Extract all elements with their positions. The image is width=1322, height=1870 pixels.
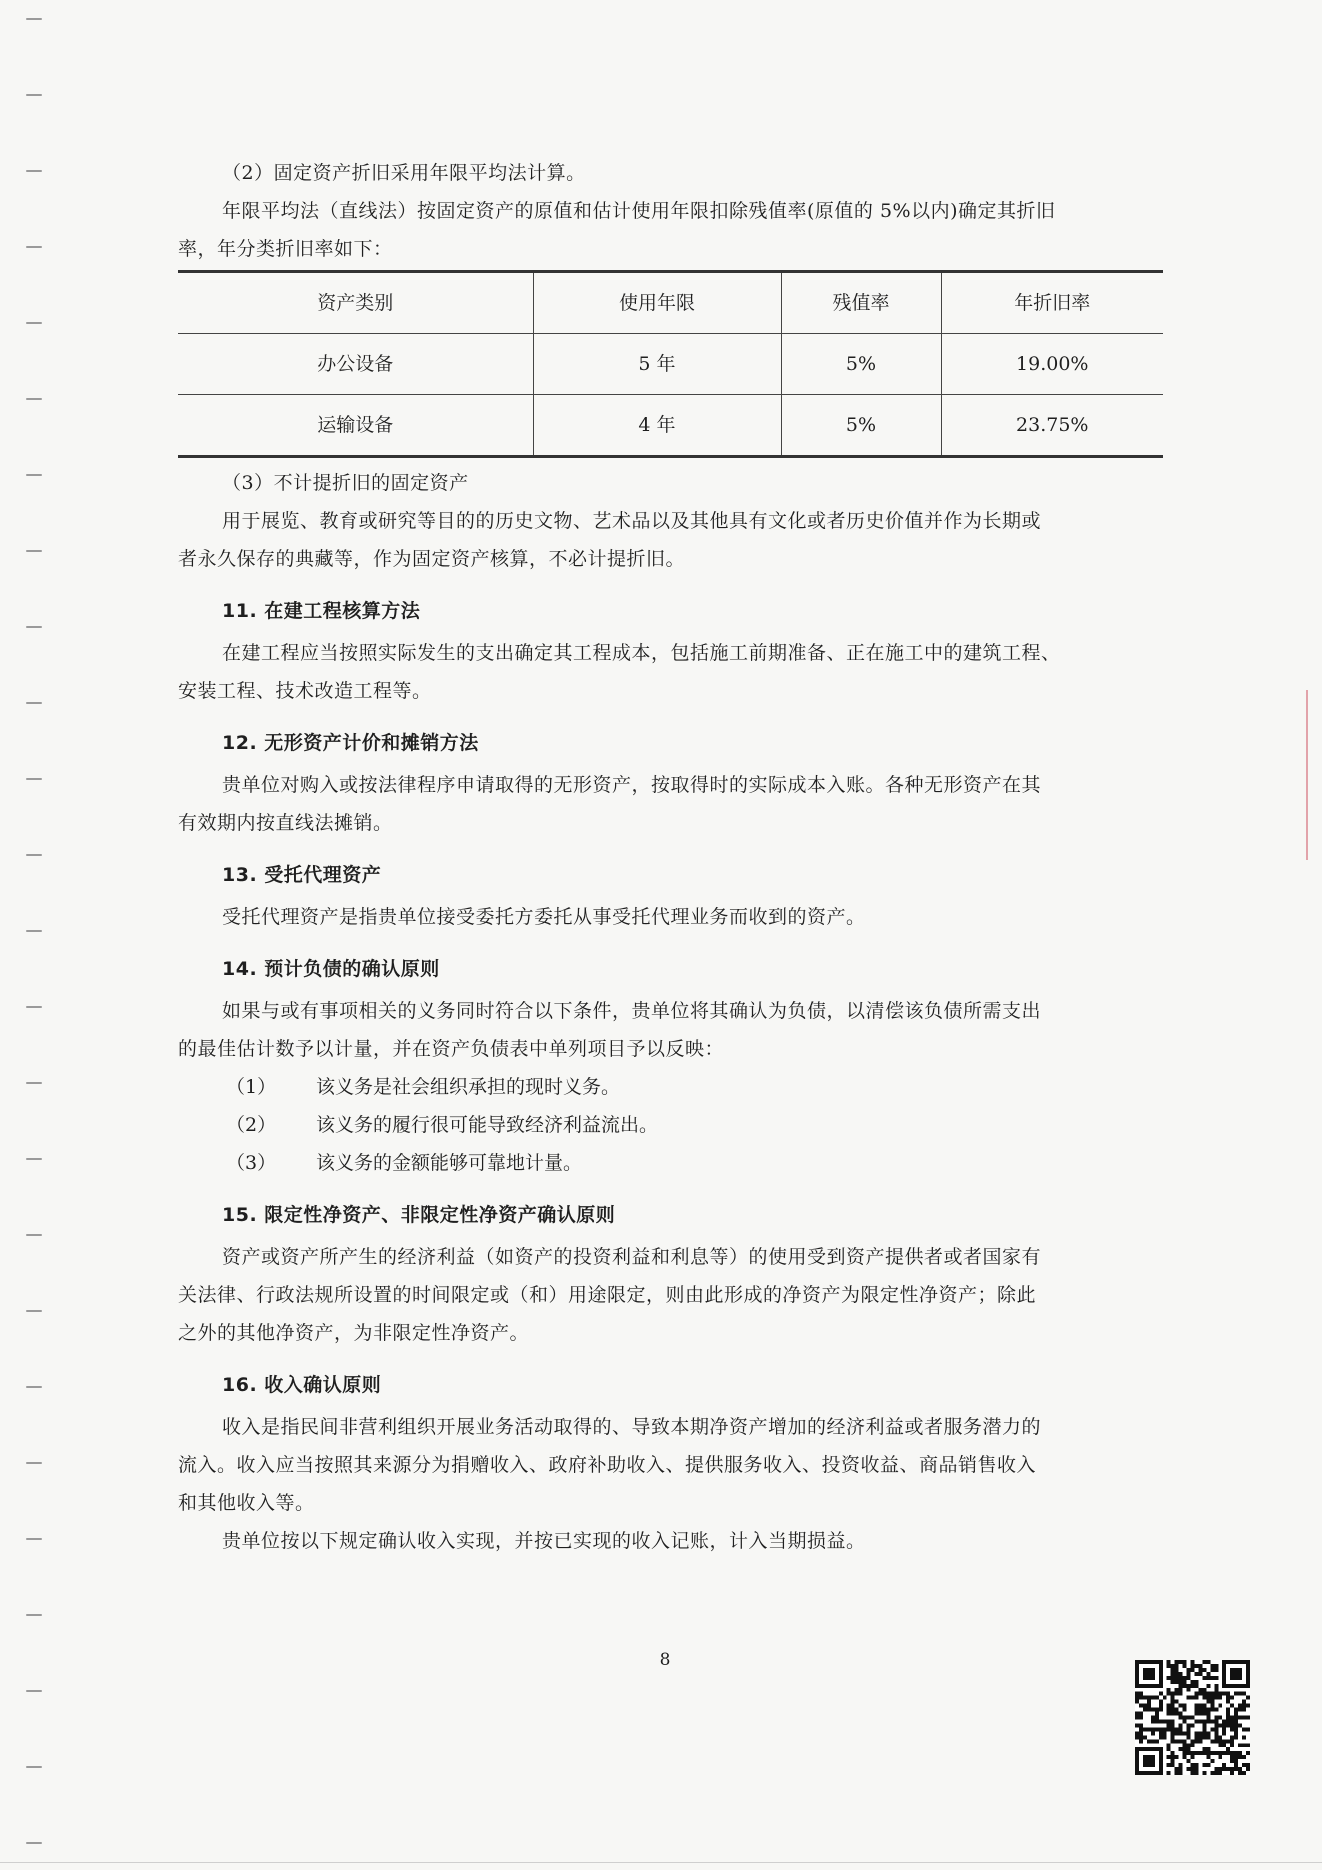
list-item-text: 该义务是社会组织承担的现时义务。 xyxy=(316,1076,621,1098)
section-heading: 12. 无形资产计价和摊销方法 xyxy=(222,732,479,754)
binding-mark xyxy=(26,94,42,96)
paragraph-line: 率，年分类折旧率如下： xyxy=(178,238,393,260)
paragraph-line: 如果与或有事项相关的义务同时符合以下条件，贵单位将其确认为负债，以清偿该负债所需支出 xyxy=(222,1000,1042,1022)
seal-edge-mark xyxy=(1306,690,1322,860)
paragraph-line: 贵单位对购入或按法律程序申请取得的无形资产，按取得时的实际成本入账。各种无形资产在其 xyxy=(222,774,1042,796)
binding-mark xyxy=(26,550,42,552)
page-number: 8 xyxy=(659,1650,671,1670)
paragraph-line: 用于展览、教育或研究等目的的历史文物、艺术品以及其他具有文化或者历史价值并作为长期或 xyxy=(222,510,1042,532)
binding-mark xyxy=(26,1234,42,1236)
paragraph-line: 在建工程应当按照实际发生的支出确定其工程成本，包括施工前期准备、正在施工中的建筑工程、 xyxy=(222,642,1061,664)
list-item-text: 该义务的金额能够可靠地计量。 xyxy=(316,1152,583,1174)
table-header-cell: 使用年限 xyxy=(533,272,781,334)
binding-mark xyxy=(26,1462,42,1464)
paragraph-line: 受托代理资产是指贵单位接受委托方委托从事受托代理业务而收到的资产。 xyxy=(222,906,866,928)
qr-code-icon xyxy=(1135,1660,1250,1775)
binding-mark xyxy=(26,1310,42,1312)
binding-mark xyxy=(26,474,42,476)
paragraph-line: 和其他收入等。 xyxy=(178,1492,315,1514)
table-cell: 5% xyxy=(781,395,941,457)
paragraph-line: 的最佳估计数予以计量，并在资产负债表中单列项目予以反映： xyxy=(178,1038,725,1060)
binding-mark xyxy=(26,626,42,628)
table-header-row xyxy=(178,272,1163,334)
binding-mark xyxy=(26,1006,42,1008)
binding-mark xyxy=(26,1082,42,1084)
paragraph-line: 关法律、行政法规所设置的时间限定或（和）用途限定，则由此形成的净资产为限定性净资产；除此 xyxy=(178,1284,1037,1306)
paragraph-line: 安装工程、技术改造工程等。 xyxy=(178,680,432,702)
paragraph-line: 有效期内按直线法摊销。 xyxy=(178,812,393,834)
table-header-cell: 资产类别 xyxy=(178,272,533,334)
binding-mark xyxy=(26,1690,42,1692)
list-item xyxy=(178,1144,1163,1182)
paragraph-line: 之外的其他净资产，为非限定性净资产。 xyxy=(178,1322,530,1344)
table-cell: 4 年 xyxy=(533,395,781,457)
section-heading: 11. 在建工程核算方法 xyxy=(222,600,421,622)
paragraph-line: 流入。收入应当按照其来源分为捐赠收入、政府补助收入、提供服务收入、投资收益、商品销售收入 xyxy=(178,1454,1037,1476)
list-item xyxy=(178,1106,1163,1144)
binding-mark xyxy=(26,18,42,20)
table-row xyxy=(178,395,1163,457)
binding-mark xyxy=(26,246,42,248)
binding-mark xyxy=(26,322,42,324)
subsection-title: （3）不计提折旧的固定资产 xyxy=(222,472,469,494)
table-row xyxy=(178,334,1163,395)
binding-mark xyxy=(26,398,42,400)
binding-hole-marks xyxy=(26,0,46,1870)
binding-mark xyxy=(26,930,42,932)
binding-mark xyxy=(26,702,42,704)
paragraph-line: 资产或资产所产生的经济利益（如资产的投资利益和利息等）的使用受到资产提供者或者国家有 xyxy=(222,1246,1042,1268)
binding-mark xyxy=(26,1614,42,1616)
binding-mark xyxy=(26,854,42,856)
paragraph-line: 年限平均法（直线法）按固定资产的原值和估计使用年限扣除残值率(原值的 5%以内)确定其折旧 xyxy=(222,200,1056,222)
paragraph-line: 者永久保存的典藏等，作为固定资产核算，不必计提折旧。 xyxy=(178,548,686,570)
table-cell: 5% xyxy=(781,334,941,395)
list-item xyxy=(178,1068,1163,1106)
section-heading: 16. 收入确认原则 xyxy=(222,1374,382,1396)
list-item-number: （1） xyxy=(226,1076,277,1098)
binding-mark xyxy=(26,778,42,780)
binding-mark xyxy=(26,1386,42,1388)
table-header-cell: 残值率 xyxy=(781,272,941,334)
depreciation-table xyxy=(178,270,1163,458)
binding-mark xyxy=(26,1158,42,1160)
table-cell: 运输设备 xyxy=(178,395,533,457)
table-cell: 23.75% xyxy=(941,395,1163,457)
binding-mark xyxy=(26,1538,42,1540)
binding-mark xyxy=(26,1766,42,1768)
binding-mark xyxy=(26,1842,42,1844)
list-item-number: （3） xyxy=(226,1152,277,1174)
table-cell: 19.00% xyxy=(941,334,1163,395)
table-header-cell: 年折旧率 xyxy=(941,272,1163,334)
subsection-title: （2）固定资产折旧采用年限平均法计算。 xyxy=(222,162,586,184)
table-cell: 办公设备 xyxy=(178,334,533,395)
page-edge xyxy=(0,1862,1322,1863)
paragraph-line: 收入是指民间非营利组织开展业务活动取得的、导致本期净资产增加的经济利益或者服务潜力的 xyxy=(222,1416,1042,1438)
paragraph-line: 贵单位按以下规定确认收入实现，并按已实现的收入记账，计入当期损益。 xyxy=(222,1530,866,1552)
section-heading: 15. 限定性净资产、非限定性净资产确认原则 xyxy=(222,1204,616,1226)
section-heading: 14. 预计负债的确认原则 xyxy=(222,958,440,980)
binding-mark xyxy=(26,170,42,172)
document-body xyxy=(178,154,1163,1560)
section-heading: 13. 受托代理资产 xyxy=(222,864,382,886)
list-item-number: （2） xyxy=(226,1114,277,1136)
table-cell: 5 年 xyxy=(533,334,781,395)
list-item-text: 该义务的履行很可能导致经济利益流出。 xyxy=(316,1114,659,1136)
